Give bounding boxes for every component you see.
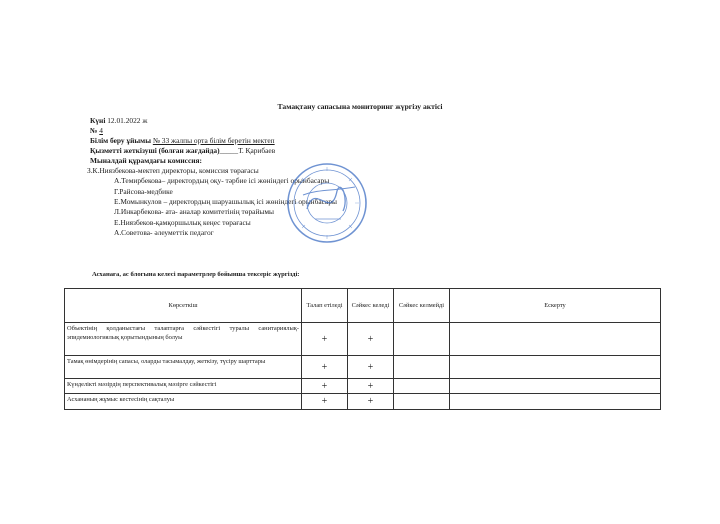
required-cell: + [302, 379, 348, 394]
column-header: Сәйкес келеді [348, 289, 394, 323]
executor-line: Қызметті жеткізуші (болған жағдайда)_____Т. Қарибаев [90, 146, 276, 155]
matches-cell: + [348, 323, 394, 356]
note-cell [450, 323, 661, 356]
table-title: Асханаға, ас блогына келесі параметрлер бойынша тексеріс жүргізді: [92, 271, 300, 278]
matches-cell: + [348, 356, 394, 379]
date-line [90, 116, 147, 125]
note-cell [450, 394, 661, 410]
parameters-table [64, 288, 661, 410]
stamp-seal-icon [285, 161, 369, 245]
indicator-cell: Күнделікті мәзірдің перспективалық мәзірге сәйкестігі [65, 379, 302, 394]
not-matches-cell [394, 356, 450, 379]
indicator-cell: Асхананың жұмыс кестесінің сақталуы [65, 394, 302, 410]
organization-line [90, 136, 275, 145]
required-cell: + [302, 356, 348, 379]
table-header-row [65, 289, 661, 323]
matches-cell: + [348, 379, 394, 394]
not-matches-cell [394, 379, 450, 394]
number-label: № [90, 126, 98, 135]
not-matches-cell [394, 323, 450, 356]
table-row [65, 356, 661, 379]
required-cell: + [302, 323, 348, 356]
required-cell: + [302, 394, 348, 410]
organization-label: Білім беру ұйымы [90, 136, 151, 145]
date-label: Күні [90, 116, 106, 125]
note-cell [450, 356, 661, 379]
date-value: 12.01.2022 ж [107, 116, 148, 125]
column-header: Көрсеткіш [65, 289, 302, 323]
indicator-cell: Объектінің қолданыстағы талаптарға сәйкестігі туралы санитариялық-эпидемиологиялық қорытындының болуы [65, 323, 302, 356]
note-cell [450, 379, 661, 394]
table-row [65, 394, 661, 410]
executor-label: Қызметті жеткізуші (болған жағдайда) [90, 146, 220, 155]
indicator-cell: Тамақ өнімдерінің сапасы, оларды тасымалдау, жеткізу, түсіру шарттары [65, 356, 302, 379]
commission-member: З.К.Ниязбекова-мектеп директоры, комиссия төрағасы [87, 166, 259, 175]
matches-cell: + [348, 394, 394, 410]
commission-member: А.Советова- әлеуметтік педагог [114, 228, 214, 237]
document-title: Тамақтану сапасына мониторинг жүргізу актісі [277, 102, 443, 111]
not-matches-cell [394, 394, 450, 410]
commission-member: Л.Инкарбекова- ата- аналар комитетінің төрайымы [114, 207, 275, 216]
number-line [90, 126, 103, 135]
column-header: Сәйкес келмейді [394, 289, 450, 323]
commission-member: Г.Райсова-медбике [114, 187, 173, 196]
table-row [65, 379, 661, 394]
column-header: Ескерту [450, 289, 661, 323]
commission-member: Е.Момынкулов – директордың шаруашылық ісі жөніндегі орынбасары [114, 197, 337, 206]
table-row [65, 323, 661, 356]
number-value: 4 [99, 126, 103, 135]
column-header: Талап етіледі [302, 289, 348, 323]
executor-value: Т. Қарибаев [238, 146, 276, 155]
organization-value: № 33 жалпы орта білім беретін мектеп [152, 136, 275, 145]
commission-member: А.Темирбекова– директордың оқу- тәрбие ісі жөніндегі орынбасары [114, 176, 330, 185]
commission-member: Е.Ниязбеков-қамқоршылық кеңес төрағасы [114, 218, 251, 227]
commission-label: Мыналдай құрамдағы комиссия: [90, 156, 202, 165]
